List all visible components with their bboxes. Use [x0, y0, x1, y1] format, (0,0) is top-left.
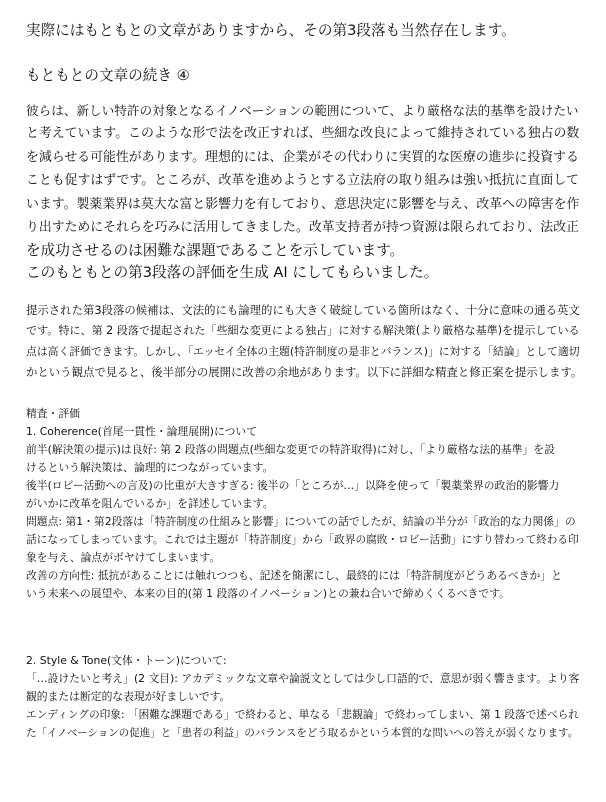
summary-line: 提示された第3段落の候補は、文法的にも論理的にも大きく破綻している箇所はなく、十分に意味の通る英文	[26, 303, 580, 317]
intro-line: 実際にはもともとの文章がありますから、その第3段落も当然存在します。	[26, 22, 516, 39]
review-title: 精査・評価	[26, 407, 80, 420]
coherence-heading: 1. Coherence(首尾一貫性・論理展開)について	[26, 425, 257, 438]
paragraph-line: います。製薬業界は莫大な富と影響力を有しており、意思決定に影響を与え、改革への障害を作	[26, 196, 580, 212]
coherence-line: がいかに改革を阻んでいるか」を詳述しています。	[26, 497, 274, 510]
style-heading: 2. Style & Tone(文体・トーン)について:	[26, 654, 227, 667]
coherence-line: けるという解決策は、論理的につながっています。	[26, 461, 274, 474]
summary-line: です。特に、第 2 段落で提起された「些細な変更による独占」に対する解決策(より厳格な基準)を提示している	[26, 323, 580, 337]
ai-request-text: このもともとの第3段落の評価を生成 AI にしてもらいました。	[26, 264, 439, 281]
summary-line: かという観点で見ると、後半部分の展開に改善の余地があります。以下に詳細な精査と修正案を提示します。	[26, 365, 583, 380]
summary-line: 点は高く評価できます。しかし、「エッセイ全体の主題(特許制度の是非とバランス)」に対する「結論」として適切	[26, 344, 580, 358]
style-section	[26, 652, 582, 742]
style-line: た「イノベーションの促進」と「患者の利益」のバランスをどう取るかという本質的な問いへの答えが弱くなります。	[26, 727, 579, 739]
style-line: 観的または断定的な表現が好ましいです。	[26, 690, 231, 703]
paragraph-line: と考えています。このような形で法を改正すれば、些細な改良によって維持されている独占の数	[26, 126, 580, 142]
coherence-line: 後半(ロビー活動への言及)の比重が大きすぎる: 後半の「ところが…」以降を使って「製薬業界の政治的影響力	[26, 479, 560, 492]
ai-summary	[26, 300, 582, 383]
ai-request	[26, 261, 582, 284]
original-paragraph	[26, 99, 582, 263]
coherence-line: 前半(解決策の提示)は良好: 第 2 段落の問題点(些細な変更での特許取得)に対し、「より厳格な法的基準」を設	[26, 443, 555, 456]
coherence-line: 改善の方向性: 抵抗があることには触れつつも、記述を簡潔にし、最終的には「特許制度がどうあるべきか」と	[26, 569, 562, 582]
style-line: 「…設けたいと考え」(2 文目): アカデミックな文章や論説文としては少し口語的で、意思が弱く響きます。より客	[26, 672, 580, 685]
coherence-line: いう未来への展望や、本来の目的(第 1 段落のイノベーション)との兼ね合いで締めくくるべきです。	[26, 587, 510, 600]
section-title	[26, 64, 582, 87]
paragraph-line: 彼らは、新しい特許の対象となるイノベーションの範囲について、より厳格な法的基準を設けたい	[26, 103, 579, 118]
coherence-line: 問題点: 第1・第2段落は「特許制度の仕組みと影響」についての話でしたが、結論の半分が「政治的な力関係」の	[26, 515, 576, 528]
paragraph-line: を成功させるのは困難な課題であることを示しています。	[26, 242, 405, 260]
paragraph-line: り出すためにそれらを巧みに活用してきました。改革支持者が持つ資源は限られており、法改正	[26, 219, 579, 235]
paragraph-line: を減らせる可能性があります。理想的には、企業がその代わりに実質的な医療の進歩に投資する	[26, 149, 579, 165]
section-title-text: もともとの文章の続き ④	[26, 67, 190, 84]
style-line: エンディングの印象: 「困難な課題である」で終わると、単なる「悲観論」で終わってしまい、第 1 段落で述べられ	[26, 708, 579, 721]
coherence-line: 話になってしまっています。これでは主題が「特許制度」から「政界の腐敗・ロビー活動」にすり替わって終わる印	[26, 533, 579, 546]
review-section	[26, 405, 582, 603]
coherence-line: 象を与え、論点がボヤけてしまいます。	[26, 551, 221, 564]
intro-text	[26, 19, 582, 42]
paragraph-line: ことも促すはずです。ところが、改革を進めようとする立法府の取り組みは強い抵抗に直面して	[26, 173, 579, 189]
